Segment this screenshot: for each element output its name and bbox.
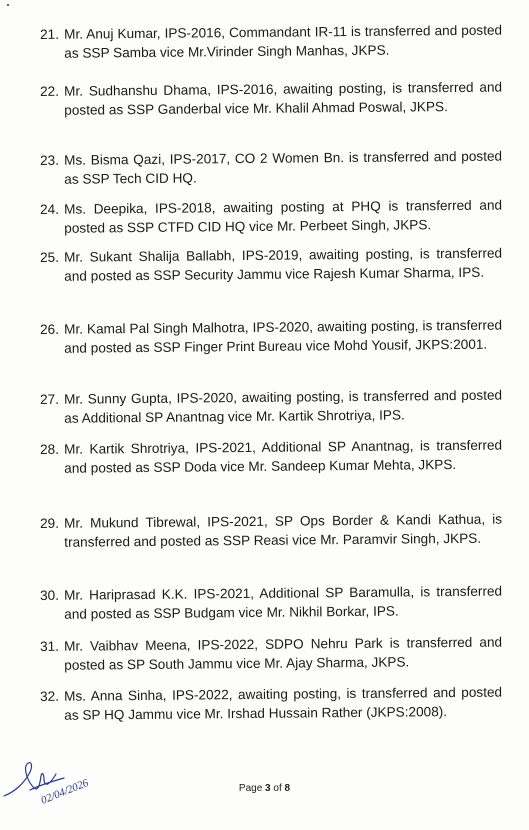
item-text: Mr. Anuj Kumar, IPS-2016, Commandant IR-11 is transferred and posted as SSP Samba vice Mr.Virinder Singh Manhas, JKPS.	[64, 22, 503, 61]
item-number: 32.	[40, 688, 60, 704]
item-number: 30.	[40, 587, 60, 603]
item-number: 31.	[40, 638, 60, 654]
list-item	[40, 148, 502, 190]
item-text: Mr. Kartik Shrotriya, IPS-2021, Additional SP Anantnag, is transferred and posted as SSP Doda vice Mr. Sandeep Kumar Mehta, JKPS.	[64, 437, 503, 476]
list-item	[40, 245, 502, 287]
list-item	[40, 437, 502, 479]
page-word: Page	[238, 783, 263, 794]
page-current: 3	[265, 783, 271, 794]
of-word: of	[273, 783, 282, 794]
item-text: Mr. Vaibhav Meena, IPS-2022, SDPO Nehru Park is transferred and posted as SP South Jammu vice Mr. Ajay Sharma, JKPS.	[64, 634, 503, 673]
page-footer	[0, 783, 529, 794]
list-item	[40, 79, 502, 121]
scan-speck	[7, 4, 9, 6]
item-text: Mr. Kamal Pal Singh Malhotra, IPS-2020, awaiting posting, is transferred and posted as SSP Finger Print Bureau vice Mohd Yousif, JKPS:2001.	[64, 317, 503, 356]
item-text: Mr. Sunny Gupta, IPS-2020, awaiting posting, is transferred and posted as Additional SP Anantnag vice Mr. Kartik Shrotriya, IPS.	[64, 387, 503, 426]
item-number: 24.	[40, 201, 60, 217]
item-number: 28.	[40, 441, 60, 457]
item-text: Ms. Anna Sinha, IPS-2022, awaiting posting, is transferred and posted as SP HQ Jammu vice Mr. Irshad Hussain Rather (JKPS:2008).	[64, 684, 503, 723]
list-item	[40, 684, 502, 726]
list-item	[40, 634, 502, 676]
list-item	[40, 387, 502, 429]
item-number: 22.	[40, 83, 60, 99]
item-number: 23.	[40, 152, 60, 168]
list-item	[40, 22, 502, 64]
list-item	[40, 583, 502, 625]
item-number: 25.	[40, 249, 60, 265]
handwritten-signature	[0, 738, 110, 808]
item-number: 26.	[40, 321, 60, 337]
list-item	[40, 317, 502, 359]
list-item	[40, 197, 502, 239]
item-text: Mr. Sudhanshu Dhama, IPS-2016, awaiting posting, is transferred and posted as SSP Ganderbal vice Mr. Khalil Ahmad Poswal, JKPS.	[64, 79, 503, 118]
item-text: Mr. Mukund Tibrewal, IPS-2021, SP Ops Border & Kandi Kathua, is transferred and posted as SSP Reasi vice Mr. Paramvir Singh, JKPS.	[64, 511, 503, 550]
item-number: 21.	[40, 26, 60, 42]
item-text: Ms. Deepika, IPS-2018, awaiting posting at PHQ is transferred and posted as SSP CTFD CID HQ vice Mr. Perbeet Singh, JKPS.	[64, 197, 503, 236]
item-number: 27.	[40, 391, 60, 407]
item-number: 29.	[40, 515, 60, 531]
signature-date: 02/04/2026	[39, 776, 91, 807]
page-total: 8	[284, 783, 291, 794]
item-text: Ms. Bisma Qazi, IPS-2017, CO 2 Women Bn. is transferred and posted as SSP Tech CID HQ.	[64, 148, 503, 187]
list-item	[40, 511, 502, 553]
item-text: Mr. Hariprasad K.K. IPS-2021, Additional SP Baramulla, is transferred and posted as SSP Budgam vice Mr. Nikhil Borkar, IPS.	[64, 583, 503, 622]
item-text: Mr. Sukant Shalija Ballabh, IPS-2019, awaiting posting, is transferred and posted as SSP Security Jammu vice Rajesh Kumar Sharma, IPS.	[64, 245, 503, 284]
